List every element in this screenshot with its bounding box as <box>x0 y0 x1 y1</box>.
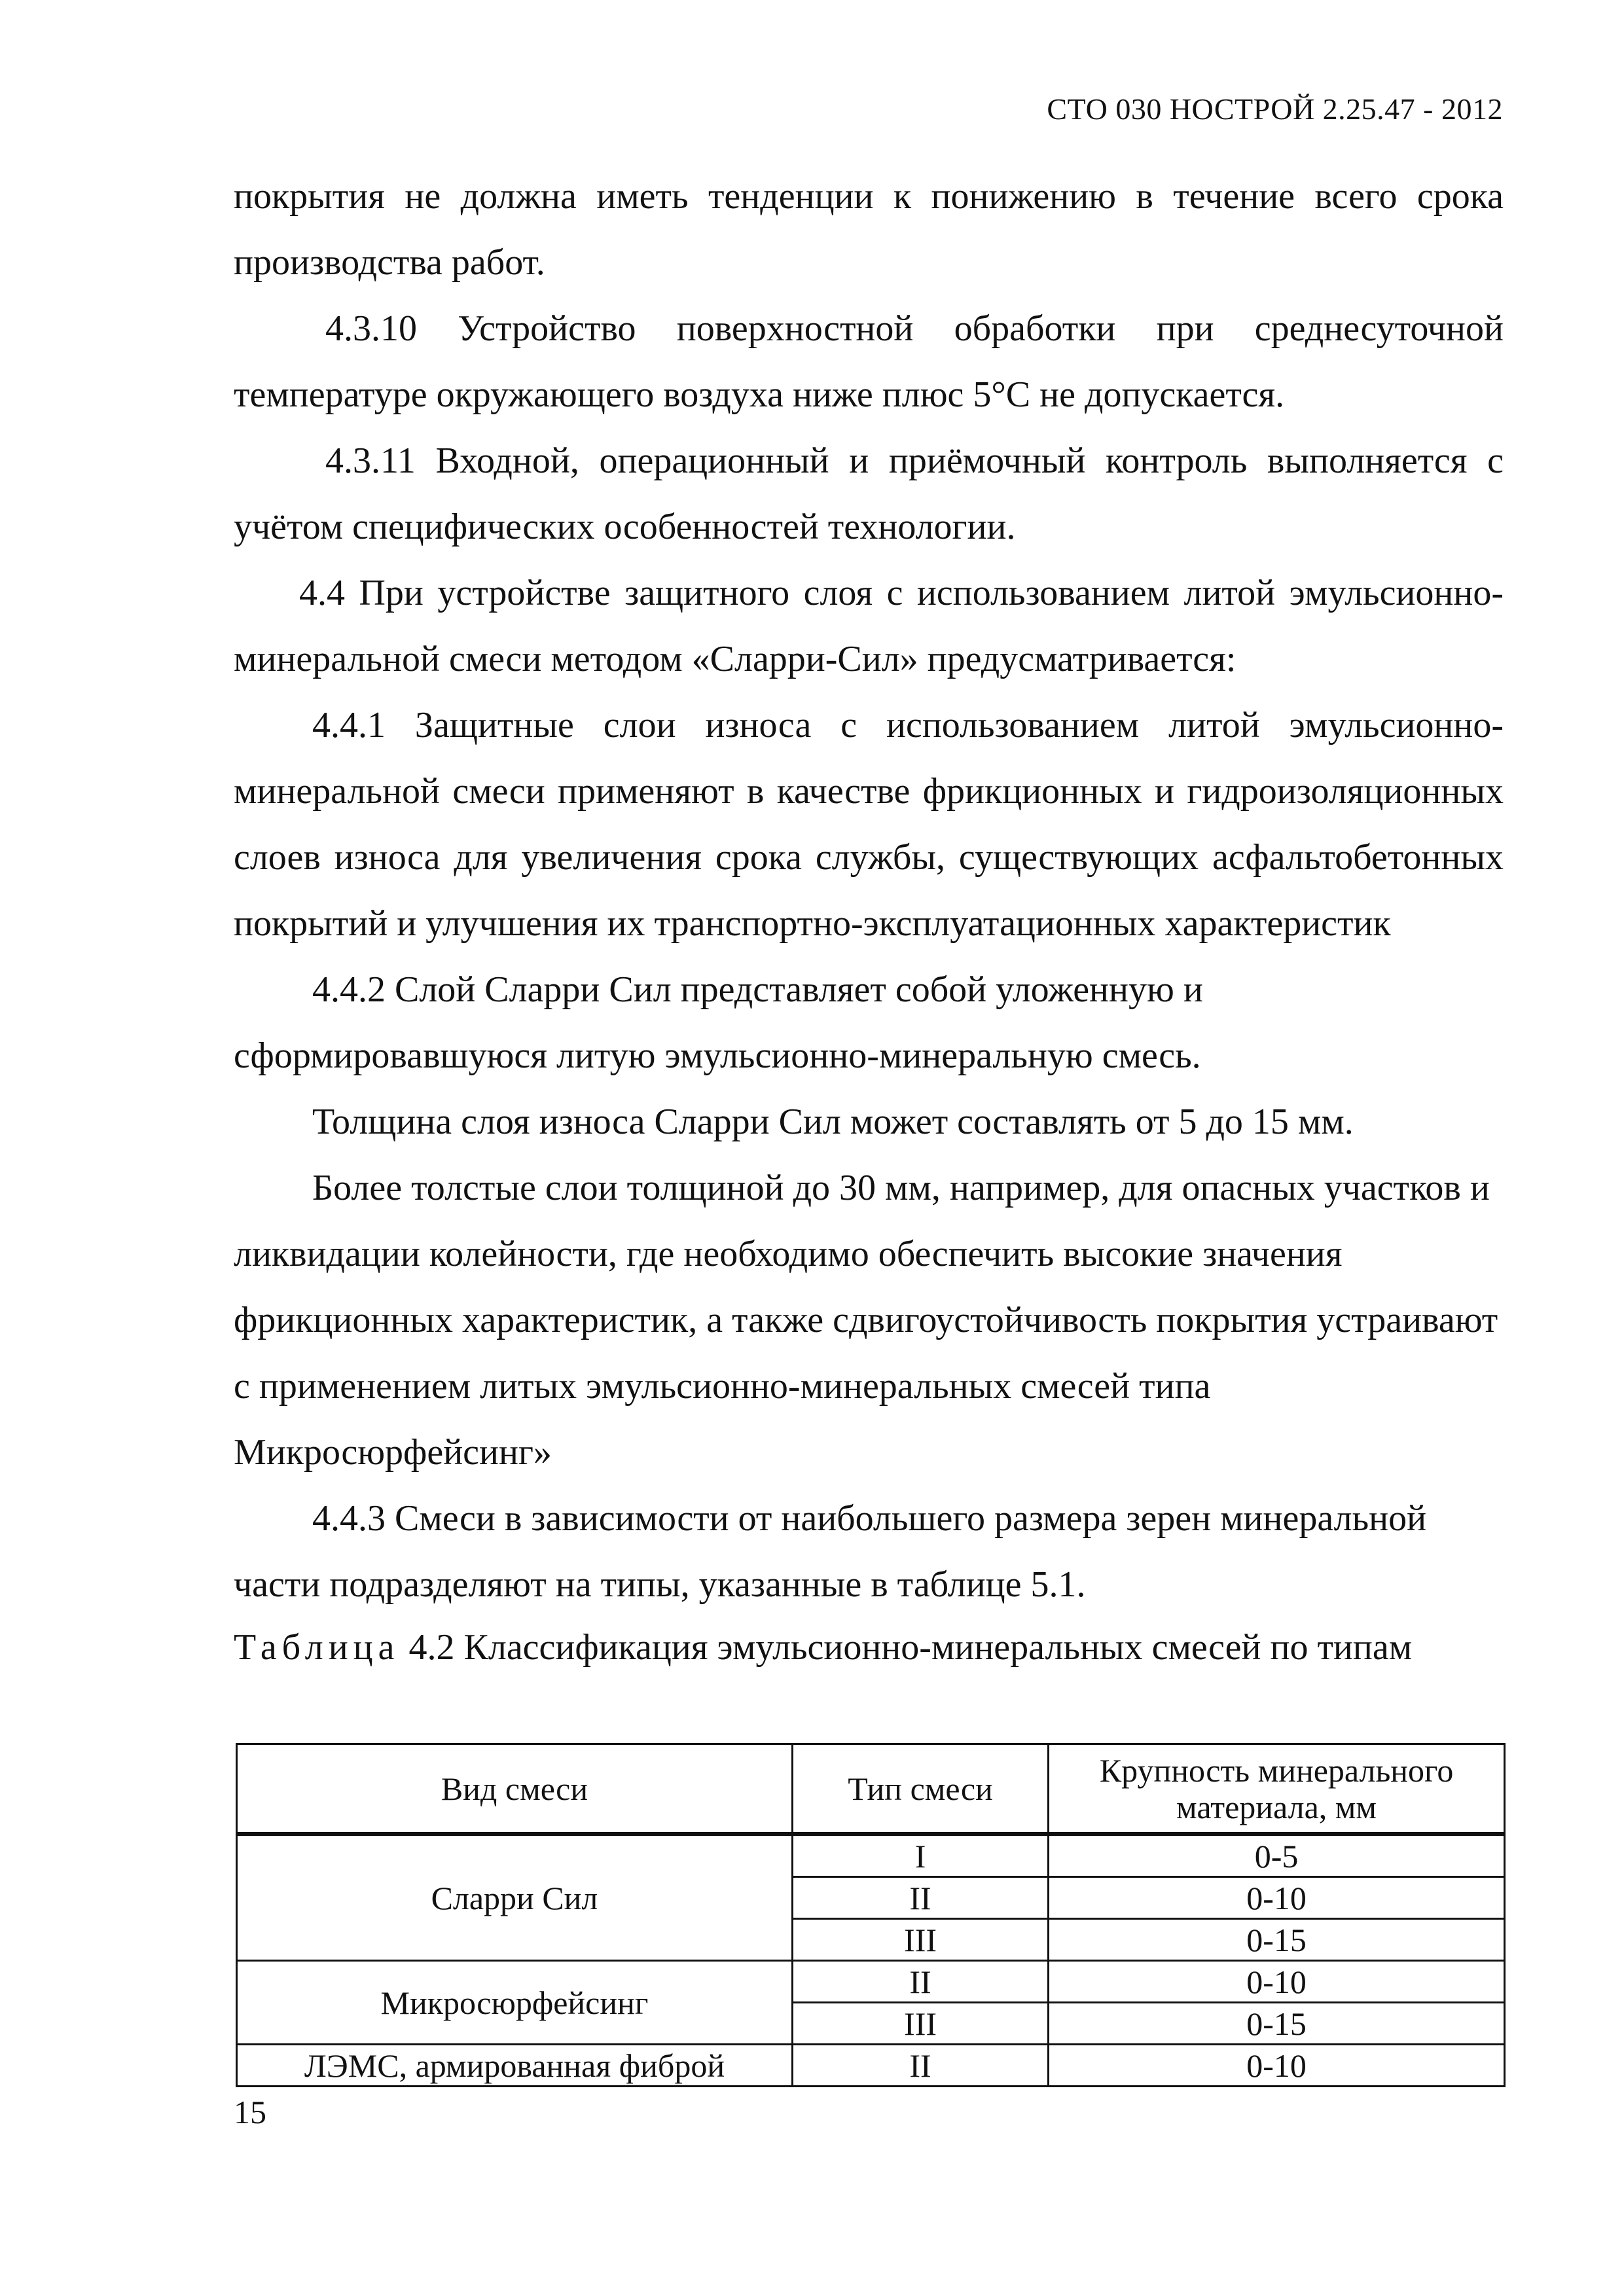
cell-mixture-type: II <box>792 1877 1048 1919</box>
cell-mixture-type: II <box>792 1961 1048 2003</box>
body-text <box>234 164 1504 1677</box>
cell-mixture-type: III <box>792 2003 1048 2045</box>
cell-mixture-type: III <box>792 1919 1048 1961</box>
mixture-classification-table <box>236 1743 1506 2087</box>
table-header-row <box>237 1744 1505 1835</box>
document-code-header: СТО 030 НОСТРОЙ 2.25.47 - 2012 <box>1047 92 1503 126</box>
cell-grain-size: 0-10 <box>1049 1961 1505 2003</box>
table-row <box>237 1834 1505 1877</box>
cell-mixture-kind: Микросюрфейсинг <box>237 1961 793 2045</box>
cell-grain-size: 0-15 <box>1049 2003 1505 2045</box>
cell-mixture-type: I <box>792 1834 1048 1877</box>
cell-mixture-kind: Сларри Сил <box>237 1834 793 1961</box>
paragraph-4-3-11: 4.3.11 Входной, операционный и приёмочный контроль выполняется с учётом специфических особенностей технологии. <box>234 440 1504 547</box>
paragraph-thicker-layers: Более толстые слои толщиной до 30 мм, например, для опасных участков и ликвидации колейности, где необходимо обеспечить высокие значения фрикционных характеристик, а также сдвигоустойчивость покрытия устраивают с применением литых эмульсионно-минеральных смесей типа Микросюрфейсинг» <box>234 1168 1498 1473</box>
page-number: 15 <box>234 2094 266 2130</box>
paragraph-layer-thickness: Толщина слоя износа Сларри Сил может составлять от 5 до 15 мм. <box>312 1102 1354 1142</box>
header-mixture-type: Тип смеси <box>792 1744 1048 1835</box>
paragraph-4-4-3: 4.4.3 Смеси в зависимости от наибольшего размера зерен минеральной части подразделяют на типы, указанные в таблице 5.1. <box>234 1498 1427 1605</box>
header-grain-size: Крупность минерального материала, мм <box>1049 1744 1505 1835</box>
cell-mixture-kind: ЛЭМС, армированная фиброй <box>237 2045 793 2087</box>
paragraph-4-4-2: 4.4.2 Слой Сларри Сил представляет собой уложенную и сформировавшуюся литую эмульсионно-минеральную смесь. <box>234 969 1203 1076</box>
table-row <box>237 2045 1505 2087</box>
paragraph-4-4: 4.4 При устройстве защитного слоя с использованием литой эмульсионно-минеральной смеси методом «Сларри-Сил» предусматривается: <box>234 573 1504 679</box>
cell-grain-size: 0-10 <box>1049 2045 1505 2087</box>
header-mixture-kind: Вид смеси <box>237 1744 793 1835</box>
table-caption-label: Таблица <box>234 1627 400 1668</box>
paragraph-continuation: покрытия не должна иметь тенденции к понижению в течение всего срока производства работ. <box>234 176 1504 283</box>
table-caption-text: 4.2 Классификация эмульсионно-минеральных смесей по типам <box>399 1627 1413 1668</box>
cell-grain-size: 0-10 <box>1049 1877 1505 1919</box>
table-caption <box>234 1618 1504 1677</box>
cell-mixture-type: II <box>792 2045 1048 2087</box>
cell-grain-size: 0-15 <box>1049 1919 1505 1961</box>
paragraph-4-4-1: 4.4.1 Защитные слои износа с использованием литой эмульсионно-минеральной смеси применяют в качестве фрикционных и гидроизоляционных слоев износа для увеличения срока службы, существующих асфальтобетонных покрытий и улучшения их транспортно-эксплуатационных характеристик <box>234 705 1504 944</box>
paragraph-4-3-10: 4.3.10 Устройство поверхностной обработки при среднесуточной температуре окружающего воздуха ниже плюс 5°С не допускается. <box>234 308 1504 415</box>
table-row <box>237 1961 1505 2003</box>
cell-grain-size: 0-5 <box>1049 1834 1505 1877</box>
